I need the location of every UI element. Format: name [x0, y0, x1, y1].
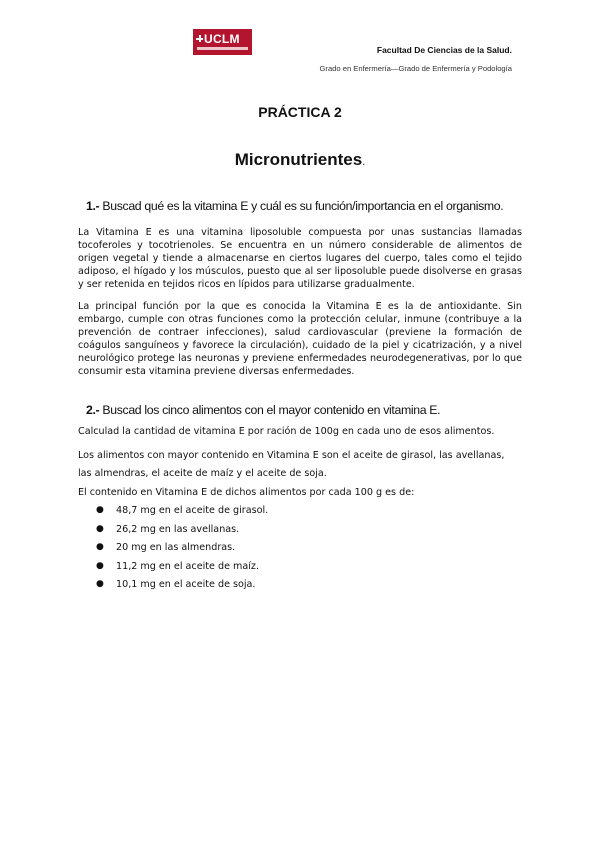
cross-icon [196, 35, 203, 42]
list-item-text: 20 mg en las almendras. [116, 542, 236, 553]
answer-1-paragraph-2: La principal función por la que es conocida la Vitamina E es la de antioxidante. Sin embargo, cumple con otras funciones como la protección celular, inmune (contribuye a la prevención de contraer infecciones), salud cardiovascular (previene la formación de coágulos sanguíneos y favorece la circulación), cuidado de la piel y cicatrización, y a nivel neurológico protege las neuronas y previene enfermedades neurodegenerativas, por lo que consumir esta vitamina previene diversas enfermedades. [78, 301, 522, 378]
question-2-number: 2.- [86, 403, 100, 417]
page-title: PRÁCTICA 2 [258, 104, 342, 120]
subtitle-text: Micronutrientes [234, 150, 363, 169]
question-1 [86, 199, 503, 213]
subtitle-suffix: . [362, 156, 366, 168]
answer-2-line-2: las almendras, el aceite de maíz y el aceite de soja. [78, 468, 327, 479]
answer-1-paragraph-1: La Vitamina E es una vitamina liposoluble compuesta por unas sustancias llamadas tocoferoles y tocotrienoles. Se encuentra en un número considerable de alimentos de origen vegetal y tiende a almacenarse en ciertos lugares del cuerpo, tales como el tejido adiposo, el hígado y los músculos, puesto que al ser liposoluble puede disolverse en grasas y ser retenida en tejidos ricos en lípidos para utilizarse gradualmente. [78, 227, 522, 291]
uclm-logo [193, 29, 252, 55]
bullet-icon: ● [96, 560, 104, 571]
bullet-icon: ● [96, 523, 104, 534]
bullet-icon: ● [96, 505, 104, 515]
degree-name: Grado en Enfermería—Grado de Enfermería y Podología [319, 64, 512, 73]
question-1-text: Buscad qué es la vitamina E y cuál es su función/importancia en el organismo. [99, 199, 504, 213]
bullet-icon: ● [96, 579, 104, 589]
logo-text: UCLM [204, 32, 240, 46]
bullet-icon: ● [96, 542, 104, 552]
list-item-text: 26,2 mg en las avellanas. [116, 523, 240, 535]
answer-2-line-1: Los alimentos con mayor contenido en Vitamina E son el aceite de girasol, las avellanas, [78, 450, 505, 461]
list-item-text: 11,2 mg en el aceite de maíz. [116, 560, 259, 572]
list-item-text: 10,1 mg en el aceite de soja. [116, 579, 256, 590]
question-2-text: Buscad los cinco alimentos con el mayor contenido en vitamina E. [99, 403, 441, 417]
question-2 [86, 403, 440, 417]
question-2-instruction: Calculad la cantidad de vitamina E por ración de 100g en cada uno de esos alimentos. [78, 426, 495, 437]
question-1-number: 1.- [86, 199, 100, 213]
logo-tagline-bar [197, 47, 248, 50]
faculty-name: Facultad De Ciencias de la Salud. [376, 45, 512, 55]
page-subtitle [0, 150, 600, 170]
content-intro: El contenido en Vitamina E de dichos alimentos por cada 100 g es de: [78, 487, 415, 498]
list-item-text: 48,7 mg en el aceite de girasol. [116, 505, 269, 516]
